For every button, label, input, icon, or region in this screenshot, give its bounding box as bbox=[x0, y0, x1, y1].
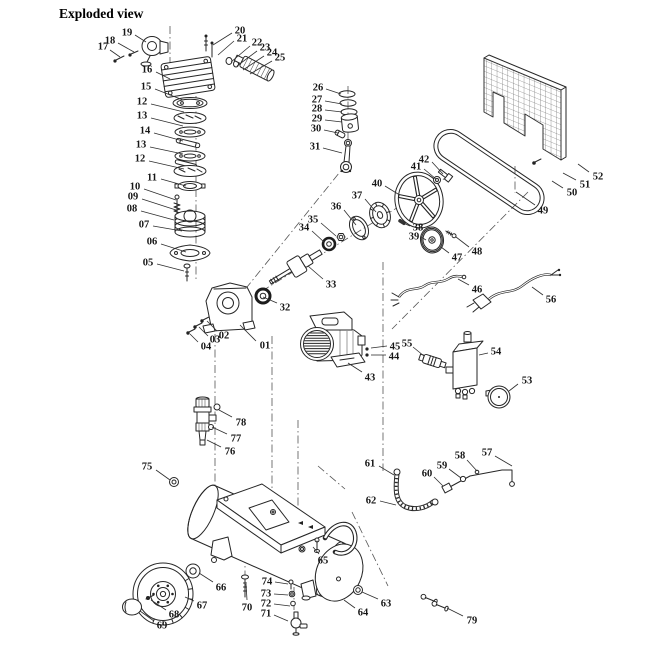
part-label-36: 36 bbox=[330, 201, 342, 213]
part-label-31: 31 bbox=[309, 141, 321, 153]
part-label-57: 57 bbox=[481, 447, 493, 459]
leader-line-29-30 bbox=[325, 120, 342, 122]
cylinder-base-gasket bbox=[170, 245, 210, 261]
part-label-01: 01 bbox=[259, 340, 271, 352]
part-label-76: 76 bbox=[224, 446, 236, 458]
part-label-79: 79 bbox=[466, 615, 478, 627]
part-label-43: 43 bbox=[364, 372, 376, 384]
part-label-37: 37 bbox=[351, 190, 363, 202]
part-label-48: 48 bbox=[471, 246, 483, 258]
mount-bolt bbox=[242, 575, 249, 597]
leader-line-60-61 bbox=[434, 477, 443, 486]
part-label-51: 51 bbox=[579, 179, 591, 191]
leader-line-05-4 bbox=[157, 264, 184, 271]
leader-line-74-75 bbox=[275, 582, 288, 584]
part-label-59: 59 bbox=[436, 460, 448, 472]
part-label-69: 69 bbox=[156, 620, 168, 632]
part-label-61: 61 bbox=[364, 458, 376, 470]
part-label-08: 08 bbox=[126, 203, 138, 215]
part-label-33: 33 bbox=[325, 279, 337, 291]
part-label-23: 23 bbox=[259, 42, 271, 54]
part-label-75: 75 bbox=[141, 461, 153, 473]
pressure-switch bbox=[446, 332, 483, 400]
part-label-22: 22 bbox=[251, 37, 263, 49]
wheel bbox=[133, 563, 193, 625]
bearing-plate bbox=[366, 199, 394, 230]
part-label-78: 78 bbox=[235, 417, 247, 429]
discharge-pipe bbox=[442, 470, 515, 493]
part-label-14: 14 bbox=[139, 125, 151, 137]
hub-cap bbox=[123, 599, 142, 615]
part-label-41: 41 bbox=[410, 161, 422, 173]
part-label-27: 27 bbox=[311, 94, 323, 106]
leader-line-09-8 bbox=[142, 199, 176, 210]
part-label-60: 60 bbox=[421, 468, 433, 480]
part-label-66: 66 bbox=[215, 582, 227, 594]
part-label-03: 03 bbox=[209, 334, 221, 346]
crankshaft-bearing-rear bbox=[323, 238, 335, 250]
wheel-washer bbox=[186, 564, 200, 578]
part-label-77: 77 bbox=[230, 433, 242, 445]
leader-line-04-3 bbox=[190, 334, 198, 342]
part-label-07: 07 bbox=[138, 219, 150, 231]
motor bbox=[301, 312, 369, 367]
part-label-42: 42 bbox=[418, 154, 430, 166]
part-label-40: 40 bbox=[371, 178, 383, 190]
leader-line-34-35 bbox=[312, 231, 324, 242]
part-label-13: 13 bbox=[136, 110, 148, 122]
leader-line-77-78 bbox=[212, 427, 227, 434]
leader-line-62-63 bbox=[380, 501, 396, 505]
leader-line-75-76 bbox=[156, 470, 170, 480]
part-label-30: 30 bbox=[310, 123, 322, 135]
v-belt bbox=[428, 123, 551, 221]
leader-line-21-22 bbox=[218, 41, 234, 55]
part-label-54: 54 bbox=[490, 346, 502, 358]
leader-line-53-54 bbox=[509, 384, 518, 391]
part-label-53: 53 bbox=[521, 375, 533, 387]
part-label-25: 25 bbox=[274, 52, 286, 64]
part-label-11: 11 bbox=[147, 172, 157, 184]
base-plate-gasket bbox=[174, 166, 206, 177]
part-label-26: 26 bbox=[312, 82, 324, 94]
part-label-15: 15 bbox=[140, 81, 152, 93]
part-label-62: 62 bbox=[365, 495, 377, 507]
connecting-rod bbox=[341, 140, 352, 173]
part-label-17: 17 bbox=[97, 41, 109, 53]
leader-line-63-64 bbox=[362, 592, 378, 599]
part-label-12: 12 bbox=[136, 96, 148, 108]
leader-line-79-80 bbox=[447, 608, 463, 616]
part-label-09: 09 bbox=[127, 191, 139, 203]
leader-line-73-74 bbox=[274, 594, 288, 595]
leader-line-57-58 bbox=[495, 456, 512, 466]
part-label-72: 72 bbox=[260, 598, 272, 610]
leader-line-78-79 bbox=[219, 410, 232, 417]
part-label-06: 06 bbox=[146, 236, 158, 248]
leader-line-10-9 bbox=[144, 189, 176, 200]
leader-line-58-59 bbox=[467, 460, 477, 471]
head-studs bbox=[205, 35, 214, 58]
regulator-ball bbox=[214, 404, 220, 410]
wheel-bolts bbox=[420, 594, 449, 612]
piston bbox=[341, 113, 359, 133]
case-bolt bbox=[184, 264, 190, 281]
leader-line-18-19 bbox=[118, 43, 134, 52]
part-label-16: 16 bbox=[141, 64, 153, 76]
leader-line-19-20 bbox=[135, 35, 146, 42]
leader-line-27-28 bbox=[325, 101, 342, 104]
filter-screws bbox=[113, 51, 138, 63]
part-label-49: 49 bbox=[537, 205, 549, 217]
crankshaft-bearing-front bbox=[256, 289, 270, 303]
part-label-50: 50 bbox=[566, 187, 578, 199]
part-label-65: 65 bbox=[317, 555, 329, 567]
leader-line-28-29 bbox=[325, 110, 342, 112]
pressure-gauge bbox=[486, 386, 510, 408]
part-label-71: 71 bbox=[260, 608, 272, 620]
part-label-12: 12 bbox=[134, 153, 146, 165]
leader-line-48-49 bbox=[456, 237, 469, 247]
leader-line-64-65 bbox=[344, 600, 355, 608]
head-gasket bbox=[173, 98, 207, 109]
leader-line-17-18 bbox=[110, 50, 120, 57]
part-label-73: 73 bbox=[260, 588, 272, 600]
leader-line-49-50 bbox=[516, 192, 535, 205]
cylinder-sleeve bbox=[175, 210, 205, 237]
part-label-39: 39 bbox=[408, 231, 420, 243]
part-label-02: 02 bbox=[218, 330, 230, 342]
leader-line-43-44 bbox=[348, 363, 362, 372]
leader-line-51-52 bbox=[563, 173, 576, 180]
part-label-70: 70 bbox=[241, 602, 253, 614]
part-label-45: 45 bbox=[389, 341, 401, 353]
part-label-34: 34 bbox=[298, 222, 310, 234]
leader-line-42-43 bbox=[432, 162, 443, 174]
part-label-38: 38 bbox=[412, 222, 424, 234]
part-label-46: 46 bbox=[471, 284, 483, 296]
part-label-56: 56 bbox=[545, 294, 557, 306]
part-label-55: 55 bbox=[401, 338, 413, 350]
leader-line-33-34 bbox=[308, 266, 323, 279]
part-label-68: 68 bbox=[168, 609, 180, 621]
valve-plate bbox=[175, 127, 205, 137]
leader-line-46-47 bbox=[458, 279, 469, 285]
cylinder-flange bbox=[175, 182, 205, 191]
leader-line-76-77 bbox=[207, 440, 221, 447]
part-label-35: 35 bbox=[307, 214, 319, 226]
valve-plate-upper bbox=[174, 113, 206, 124]
crankshaft bbox=[266, 244, 326, 290]
leader-line-35-36 bbox=[321, 223, 336, 236]
motor-cable bbox=[391, 275, 466, 306]
part-label-19: 19 bbox=[121, 27, 133, 39]
part-label-64: 64 bbox=[357, 607, 369, 619]
leader-line-13-14 bbox=[150, 147, 183, 154]
leader-line-45-46 bbox=[371, 346, 387, 348]
part-label-74: 74 bbox=[261, 576, 273, 588]
part-label-20: 20 bbox=[234, 25, 246, 37]
valve-plate-lower bbox=[175, 151, 205, 161]
regulator-valve bbox=[194, 397, 216, 445]
leader-line-71-72 bbox=[274, 615, 288, 621]
leader-line-66-67 bbox=[199, 573, 213, 582]
part-label-29: 29 bbox=[311, 113, 323, 125]
crankcase bbox=[203, 283, 255, 333]
leader-line-61-62 bbox=[379, 466, 394, 475]
part-label-18: 18 bbox=[104, 35, 116, 47]
leader-line-52-53 bbox=[578, 164, 589, 172]
leader-line-70-71 bbox=[246, 584, 247, 600]
pipe-plug bbox=[170, 478, 179, 487]
part-label-05: 05 bbox=[142, 257, 154, 269]
leader-line-55-56 bbox=[413, 347, 424, 356]
belt-guard-grille bbox=[484, 55, 566, 160]
part-label-10: 10 bbox=[129, 181, 141, 193]
part-label-44: 44 bbox=[388, 351, 400, 363]
crankshaft-nut bbox=[337, 234, 345, 241]
leader-line-31-32 bbox=[323, 148, 342, 153]
cylinder-head bbox=[161, 56, 216, 97]
part-label-28: 28 bbox=[311, 103, 323, 115]
leader-line-56-57 bbox=[532, 287, 543, 295]
leader-line-26-27 bbox=[326, 89, 341, 94]
tank-plug bbox=[354, 586, 363, 595]
part-label-24: 24 bbox=[266, 47, 278, 59]
part-label-63: 63 bbox=[380, 598, 392, 610]
guard-screw bbox=[532, 159, 541, 165]
part-label-13: 13 bbox=[135, 139, 147, 151]
part-label-21: 21 bbox=[236, 33, 248, 45]
leader-line-50-51 bbox=[552, 181, 563, 188]
part-label-04: 04 bbox=[200, 341, 212, 353]
part-label-58: 58 bbox=[454, 450, 466, 462]
part-label-52: 52 bbox=[592, 171, 604, 183]
leader-line-47-48 bbox=[441, 247, 449, 253]
reed-valve bbox=[176, 138, 200, 148]
diagram-title: Exploded view bbox=[59, 6, 144, 21]
part-label-32: 32 bbox=[279, 302, 291, 314]
leader-line-20-21 bbox=[213, 33, 232, 45]
leader-line-59-60 bbox=[449, 469, 461, 478]
leader-line-72-73 bbox=[274, 604, 290, 606]
leader-line-54-55 bbox=[479, 353, 488, 355]
part-label-67: 67 bbox=[196, 600, 208, 612]
part-label-47: 47 bbox=[451, 252, 463, 264]
pulley-screw bbox=[445, 229, 457, 238]
